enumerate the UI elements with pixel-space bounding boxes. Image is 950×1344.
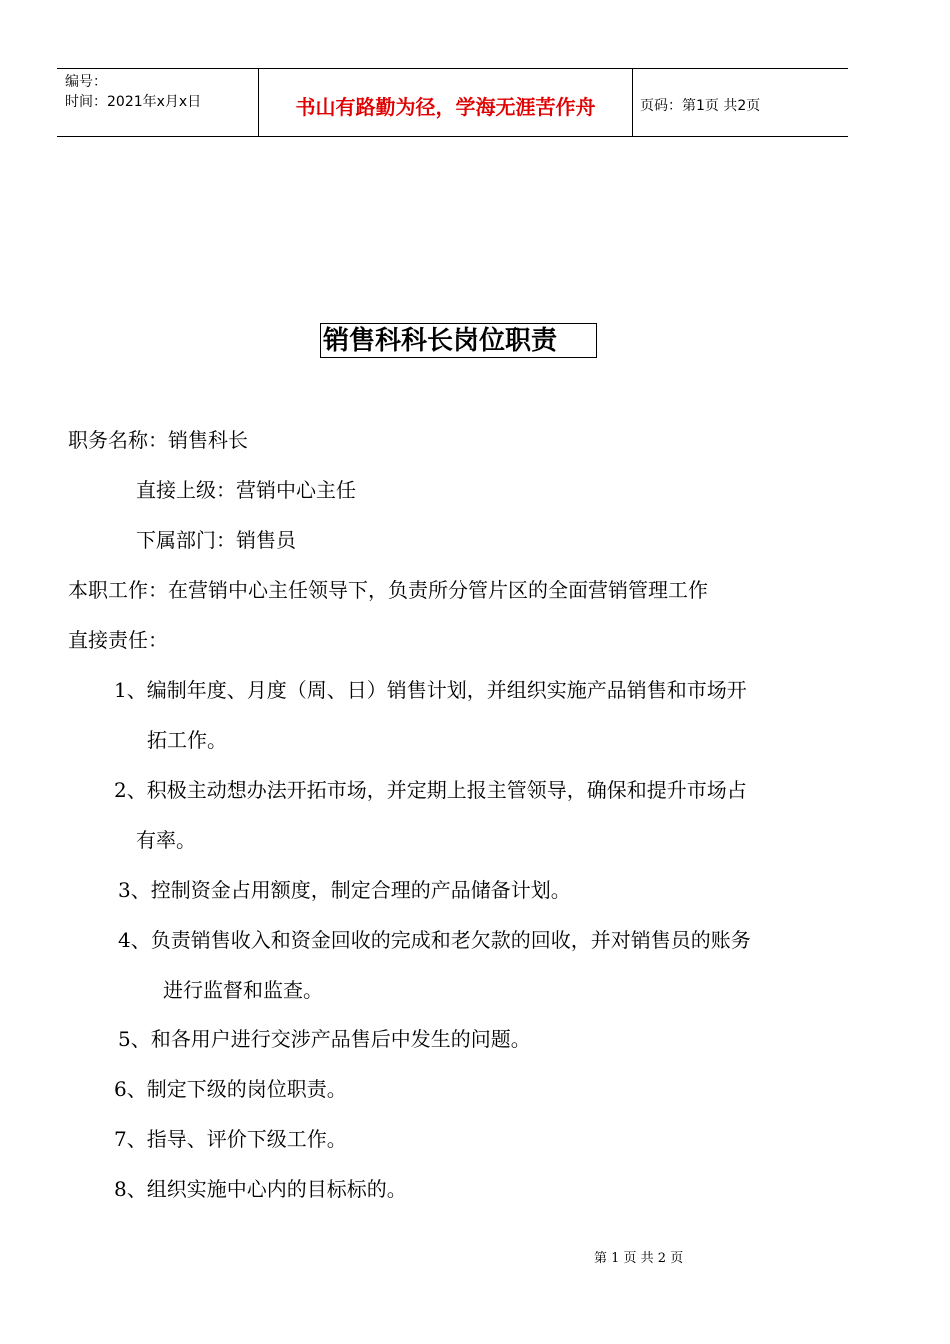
- position-name: 职务名称：销售科长: [68, 428, 248, 452]
- document-title-box: [320, 323, 597, 358]
- time-label: 时间：2021年x月x日: [65, 94, 202, 110]
- document-header: [57, 68, 848, 137]
- header-meta: [65, 72, 201, 112]
- header-divider: [632, 69, 633, 136]
- duty-item-6: 6、制定下级的岗位职责。: [114, 1077, 347, 1101]
- duty-item-3: 3、控制资金占用额度，制定合理的产品储备计划。: [118, 878, 571, 902]
- header-motto: 书山有路勤为径，学海无涯苦作舟: [295, 95, 596, 119]
- direct-superior: 直接上级：营销中心主任: [136, 478, 356, 502]
- page-footer: 第 1 页 共 2 页: [594, 1251, 684, 1266]
- direct-duties-label: 直接责任：: [68, 628, 168, 652]
- main-work: 本职工作：在营销中心主任领导下，负责所分管片区的全面营销管理工作: [68, 578, 708, 602]
- duty-item-2-cont: 有率。: [136, 828, 196, 852]
- header-page-info: 页码：第1页 共2页: [640, 98, 761, 114]
- number-label: 编号：: [65, 74, 107, 90]
- duty-item-4: 4、负责销售收入和资金回收的完成和老欠款的回收，并对销售员的账务: [118, 928, 751, 952]
- document-title: 销售科科长岗位职责: [323, 326, 558, 356]
- duty-item-4-cont: 进行监督和监查。: [163, 978, 323, 1002]
- duty-item-7: 7、指导、评价下级工作。: [114, 1127, 347, 1151]
- duty-item-1: 1、编制年度、月度（周、日）销售计划，并组织实施产品销售和市场开: [114, 678, 747, 702]
- duty-item-8: 8、组织实施中心内的目标标的。: [114, 1177, 407, 1201]
- duty-item-5: 5、和各用户进行交涉产品售后中发生的问题。: [118, 1027, 531, 1051]
- duty-item-2: 2、积极主动想办法开拓市场，并定期上报主管领导，确保和提升市场占: [114, 778, 747, 802]
- duty-item-1-cont: 拓工作。: [147, 728, 227, 752]
- subordinate-dept: 下属部门：销售员: [136, 528, 296, 552]
